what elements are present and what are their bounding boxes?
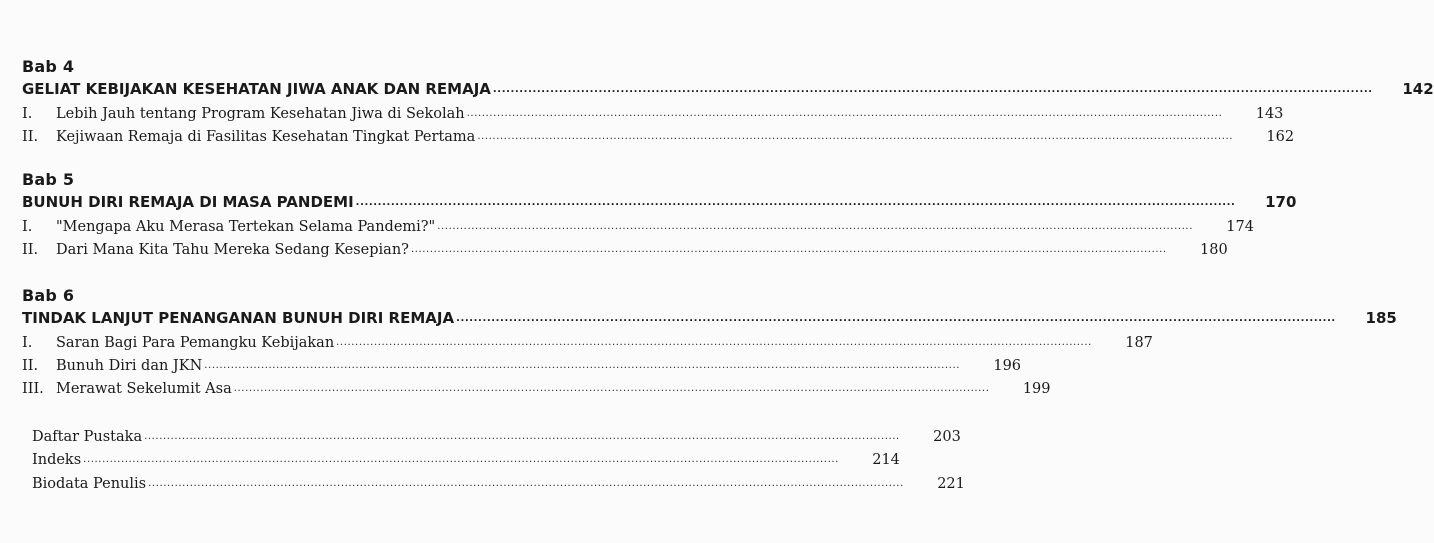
leader-dots: ........................................................................................................................................................................................................ [477, 131, 1234, 142]
page-number: 142 [1402, 80, 1434, 98]
chapter-title: GELIAT KEBIJAKAN KESEHATAN JIWA ANAK DAN REMAJA [22, 80, 491, 98]
leader-dots: ........................................................................................................................................................................................................ [83, 454, 839, 465]
leader-dots: ........................................................................................................................................................................................................ [336, 337, 1092, 348]
page-number: 196 [993, 358, 1022, 374]
section-number: I. [22, 219, 33, 235]
page-number: 214 [872, 452, 900, 468]
page-number: 221 [937, 476, 965, 492]
section-title: Lebih Jauh tentang Program Kesehatan Jiwa di Sekolah [56, 106, 465, 122]
section-number: I. [22, 335, 33, 351]
page-number: 174 [1226, 219, 1254, 235]
leader-dots: ........................................................................................................................................................................................................ [437, 221, 1193, 232]
leader-dots: ........................................................................................................................................................................................................ [456, 313, 1336, 324]
toc-entry-chapter-4[interactable] [22, 76, 1434, 98]
section-title: Saran Bagi Para Pemangku Kebijakan [56, 335, 335, 351]
leader-dots: ........................................................................................................................................................................................................ [466, 108, 1223, 119]
page-number: 187 [1125, 335, 1153, 351]
toc-entry-section[interactable] [22, 352, 1022, 374]
toc-entry-section[interactable] [22, 100, 1284, 122]
section-number: II. [22, 358, 39, 374]
toc-entry-section[interactable] [22, 213, 1254, 235]
toc-entry-section[interactable] [22, 329, 1153, 351]
back-matter-title: Daftar Pustaka [32, 429, 143, 445]
toc-entry-daftar-pustaka[interactable] [32, 423, 961, 445]
page-number: 185 [1365, 309, 1397, 327]
leader-dots: ........................................................................................................................................................................................................ [355, 197, 1236, 208]
chapter-label-bab-6: Bab 6 [22, 286, 75, 305]
page-number: 143 [1255, 106, 1284, 122]
toc-entry-chapter-6[interactable] [22, 305, 1397, 327]
leader-dots: ........................................................................................................................................................................................................ [410, 244, 1167, 255]
section-title: "Mengapa Aku Merasa Tertekan Selama Pandemi?" [56, 219, 436, 235]
chapter-label-bab-4: Bab 4 [22, 57, 75, 76]
chapter-title: BUNUH DIRI REMAJA DI MASA PANDEMI [22, 193, 354, 211]
leader-dots: ........................................................................................................................................................................................................ [204, 360, 961, 371]
toc-entry-section[interactable] [22, 375, 1051, 397]
section-number: II. [22, 129, 39, 145]
toc-entry-section[interactable] [22, 123, 1295, 145]
page-number: 170 [1265, 193, 1297, 211]
section-title: Dari Mana Kita Tahu Mereka Sedang Kesepian? [56, 242, 409, 258]
back-matter-title: Indeks [32, 452, 82, 468]
section-title: Bunuh Diri dan JKN [56, 358, 203, 374]
toc-entry-biodata-penulis[interactable] [32, 470, 965, 492]
section-title: Kejiwaan Remaja di Fasilitas Kesehatan Tingkat Pertama [56, 129, 476, 145]
leader-dots: ........................................................................................................................................................................................................ [148, 478, 904, 489]
page-number: 203 [933, 429, 961, 445]
leader-dots: ........................................................................................................................................................................................................ [144, 431, 900, 442]
toc-entry-chapter-5[interactable] [22, 189, 1297, 211]
back-matter-title: Biodata Penulis [32, 476, 147, 492]
page-number: 199 [1022, 381, 1051, 397]
page-number: 162 [1266, 129, 1295, 145]
leader-dots: ........................................................................................................................................................................................................ [233, 383, 990, 394]
section-number: II. [22, 242, 39, 258]
chapter-label-bab-5: Bab 5 [22, 170, 75, 189]
section-number: III. [22, 381, 44, 397]
toc-entry-section[interactable] [22, 236, 1228, 258]
chapter-title: TINDAK LANJUT PENANGANAN BUNUH DIRI REMAJA [22, 309, 455, 327]
section-title: Merawat Sekelumit Asa [56, 381, 232, 397]
toc-entry-indeks[interactable] [32, 446, 900, 468]
section-number: I. [22, 106, 33, 122]
leader-dots: ........................................................................................................................................................................................................ [492, 84, 1373, 95]
page-number: 180 [1200, 242, 1228, 258]
